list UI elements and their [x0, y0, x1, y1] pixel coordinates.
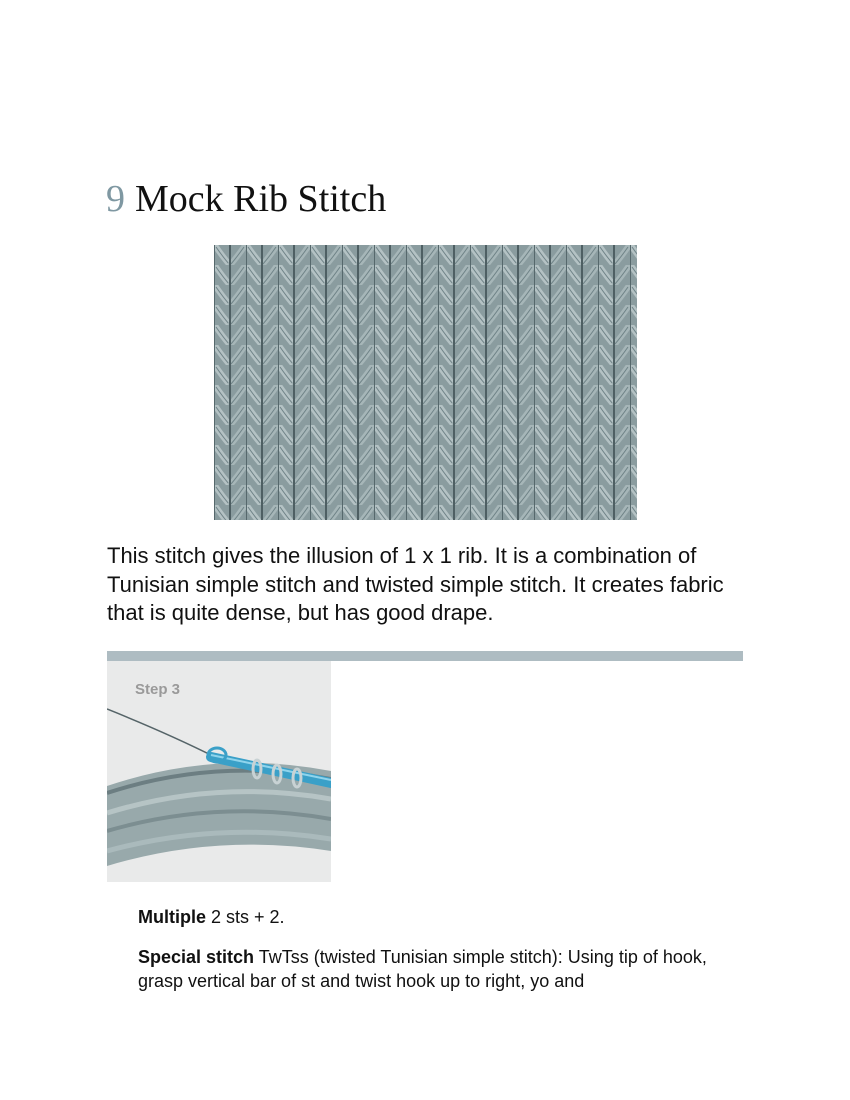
multiple-line	[138, 905, 748, 929]
step-photo-label: Step 3	[135, 681, 181, 698]
special-stitch-label: Special stitch	[138, 947, 255, 967]
special-stitch-text: TwTss (twisted Tunisian simple stitch): Using tip of hook, grasp vertical bar of st and twist hook up to right, yo and	[138, 947, 707, 991]
stitch-number: 9	[106, 178, 125, 220]
stitch-title	[106, 176, 386, 222]
multiple-text: 2 sts + 2.	[206, 907, 285, 927]
section-divider	[107, 651, 743, 661]
multiple-label: Multiple	[138, 907, 206, 927]
step-photo	[107, 661, 331, 882]
special-stitch-line	[138, 945, 748, 993]
stitch-swatch-photo	[214, 245, 637, 520]
stitch-description: This stitch gives the illusion of 1 x 1 rib. It is a combination of Tunisian simple stitch and twisted simple stitch. It creates fabric that is quite dense, but has good drape.	[107, 543, 724, 625]
stitch-name: Mock Rib Stitch	[135, 178, 387, 220]
